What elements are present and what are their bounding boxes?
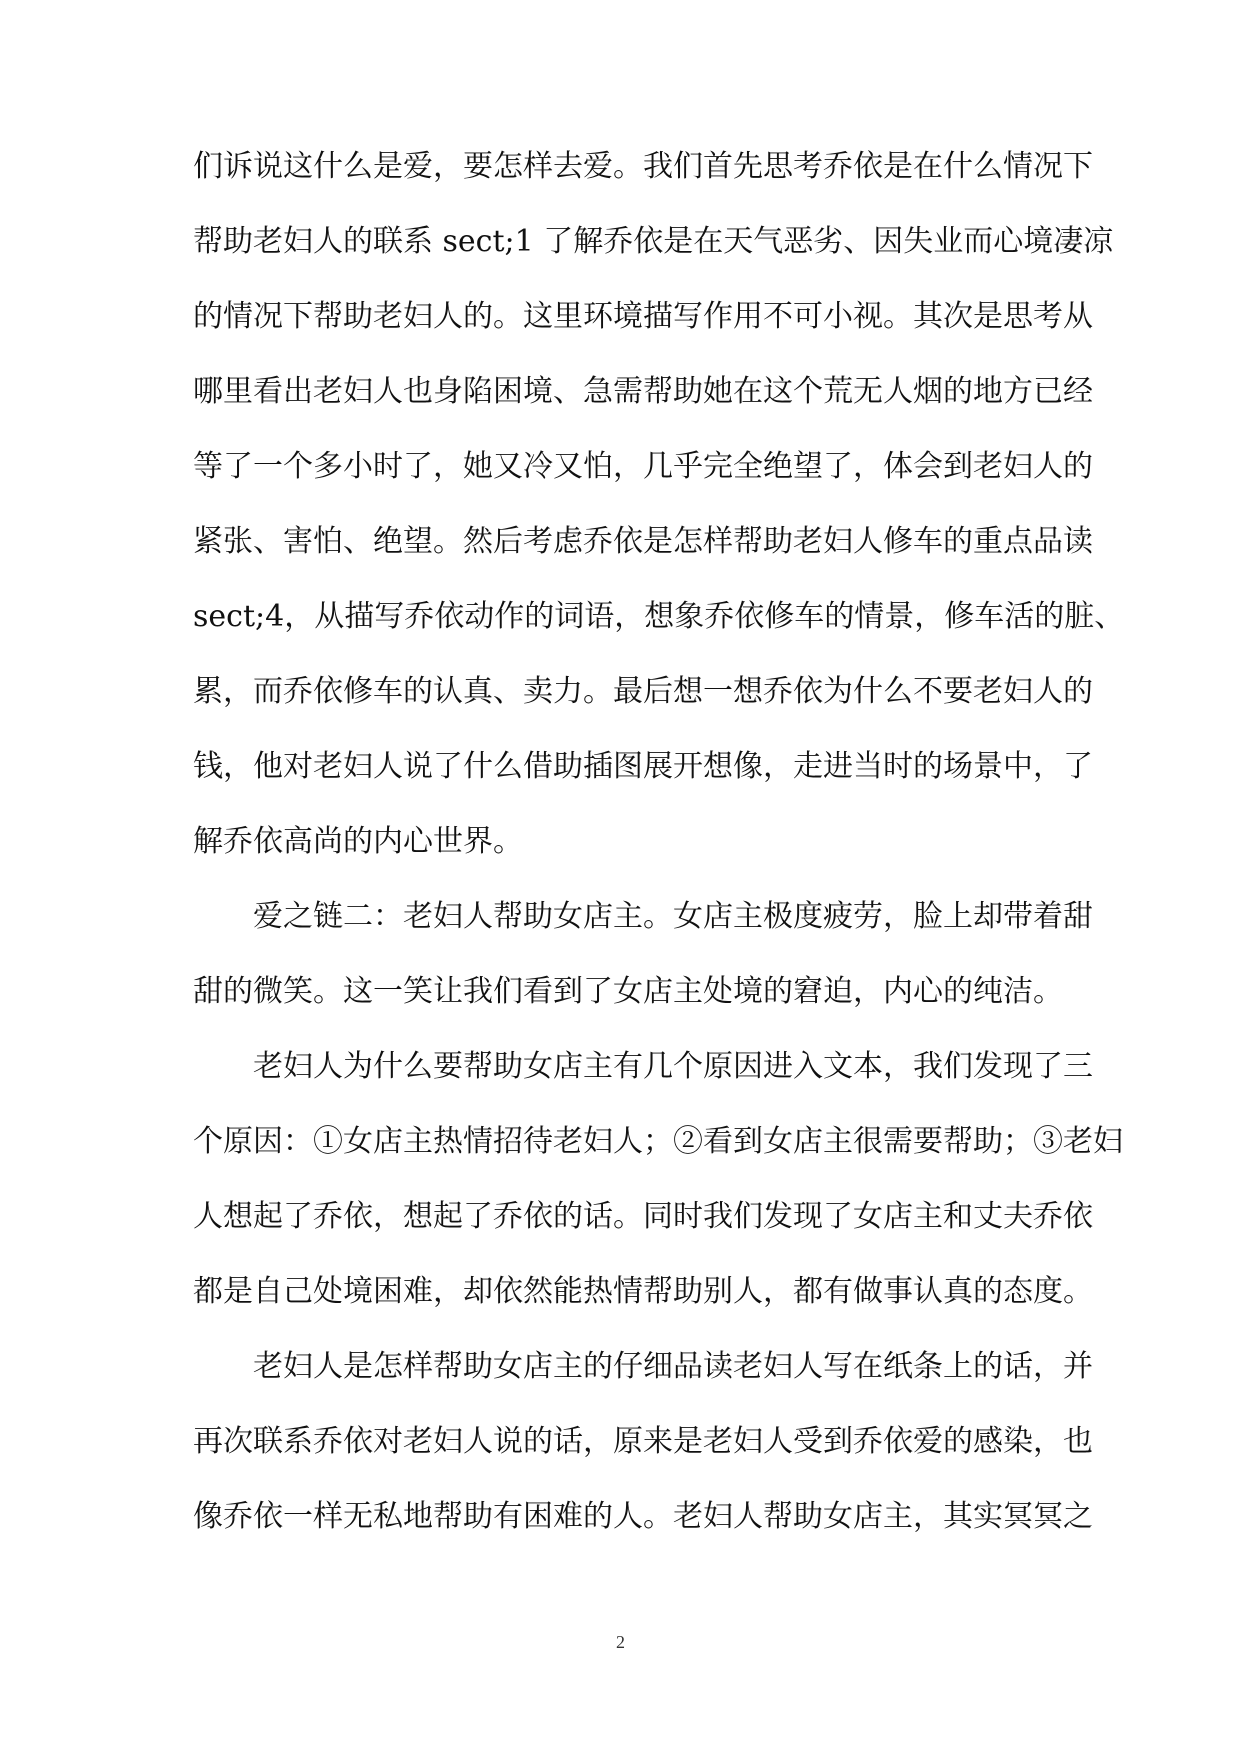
paragraph-first-line: 老妇人是怎样帮助女店主的仔细品读老妇人写在纸条上的话，并 xyxy=(253,1349,1093,1384)
text-line: 再次联系乔依对老妇人说的话，原来是老妇人受到乔依爱的感染，也 xyxy=(193,1424,1093,1459)
text-line: 解乔依高尚的内心世界。 xyxy=(193,824,523,859)
text-line: 等了一个多小时了，她又冷又怕，几乎完全绝望了，体会到老妇人的 xyxy=(193,449,1093,484)
text-line: 个原因：①女店主热情招待老妇人；②看到女店主很需要帮助；③老妇 xyxy=(193,1124,1123,1159)
text-line: 们诉说这什么是爱，要怎样去爱。我们首先思考乔依是在什么情况下 xyxy=(193,149,1093,184)
text-line: 人想起了乔依，想起了乔依的话。同时我们发现了女店主和丈夫乔依 xyxy=(193,1199,1093,1234)
page-number: 2 xyxy=(616,1632,625,1652)
text-line: 帮助老妇人的联系 sect;1 了解乔依是在天气恶劣、因失业而心境凄凉 xyxy=(193,224,1114,259)
body-text xyxy=(193,142,1125,1567)
text-line: 哪里看出老妇人也身陷困境、急需帮助她在这个荒无人烟的地方已经 xyxy=(193,374,1093,409)
text-line: 紧张、害怕、绝望。然后考虑乔依是怎样帮助老妇人修车的重点品读 xyxy=(193,524,1093,559)
text-line: 的情况下帮助老妇人的。这里环境描写作用不可小视。其次是思考从 xyxy=(193,299,1093,334)
text-line: 都是自己处境困难，却依然能热情帮助别人，都有做事认真的态度。 xyxy=(193,1274,1093,1309)
text-line: 像乔依一样无私地帮助有困难的人。老妇人帮助女店主，其实冥冥之 xyxy=(193,1499,1093,1534)
paragraph-first-line: 爱之链二：老妇人帮助女店主。女店主极度疲劳，脸上却带着甜 xyxy=(253,899,1093,934)
text-line: 甜的微笑。这一笑让我们看到了女店主处境的窘迫，内心的纯洁。 xyxy=(193,974,1063,1009)
paragraph-first-line: 老妇人为什么要帮助女店主有几个原因进入文本，我们发现了三 xyxy=(253,1049,1093,1084)
text-line: 钱，他对老妇人说了什么借助插图展开想像，走进当时的场景中，了 xyxy=(193,749,1093,784)
text-line: sect;4，从描写乔依动作的词语，想象乔依修车的情景，修车活的脏、 xyxy=(193,599,1125,634)
text-line: 累，而乔依修车的认真、卖力。最后想一想乔依为什么不要老妇人的 xyxy=(193,674,1093,709)
